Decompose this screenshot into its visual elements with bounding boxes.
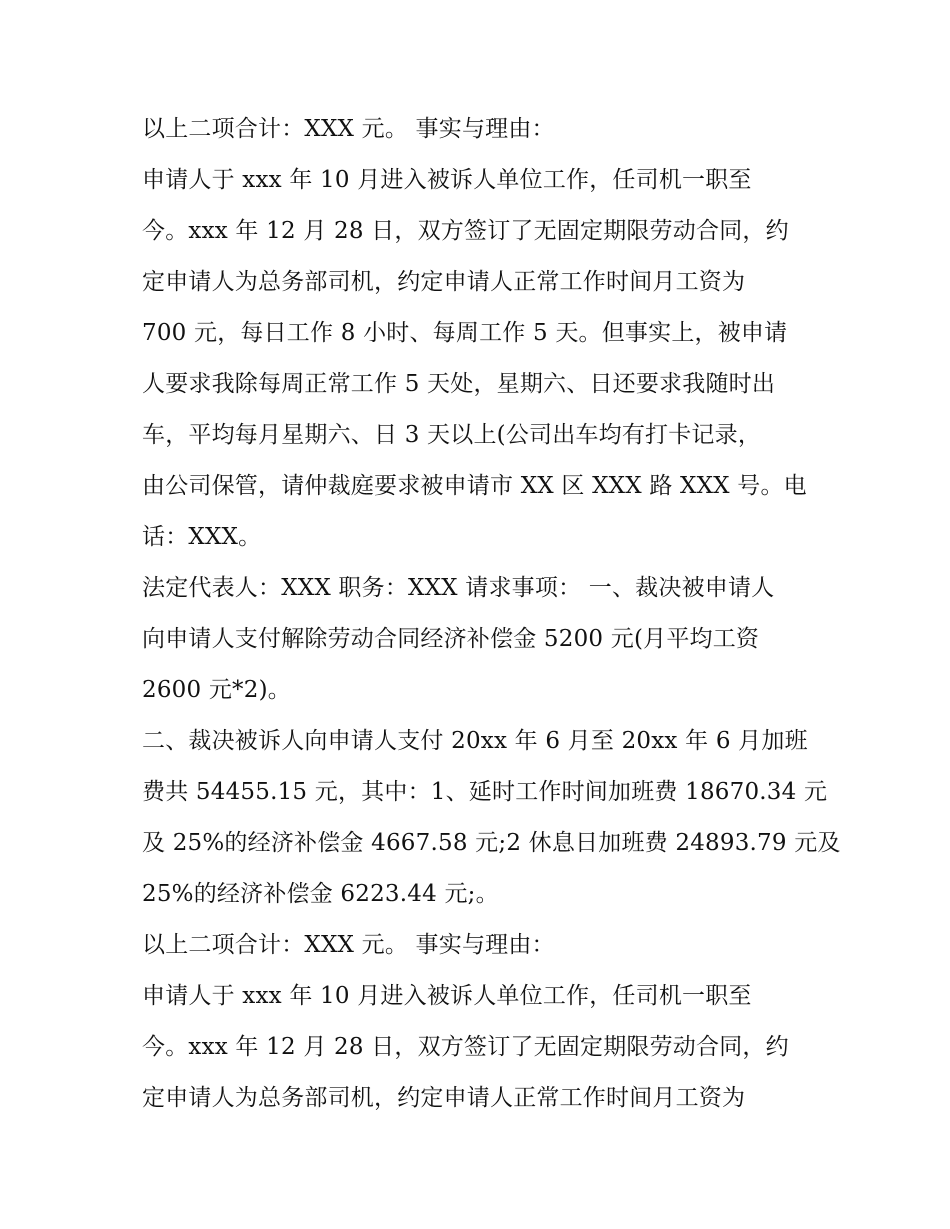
text-line: 今。xxx 年 12 月 28 日，双方签订了无固定期限劳动合同，约 xyxy=(142,218,789,244)
text-line: 25%的经济补偿金 6223.44 元;。 xyxy=(142,881,499,907)
text-line: 二、裁决被诉人向申请人支付 20xx 年 6 月至 20xx 年 6 月加班 xyxy=(142,728,808,754)
text-line: 2600 元*2)。 xyxy=(142,677,291,703)
text-line: 话：XXX。 xyxy=(142,524,262,550)
text-line: 由公司保管，请仲裁庭要求被申请市 XX 区 XXX 路 XXX 号。电 xyxy=(142,473,807,499)
text-line: 申请人于 xxx 年 10 月进入被诉人单位工作，任司机一职至 xyxy=(142,983,752,1009)
document-body xyxy=(142,104,841,1124)
text-line: 申请人于 xxx 年 10 月进入被诉人单位工作，任司机一职至 xyxy=(142,167,752,193)
text-line: 以上二项合计：XXX 元。 事实与理由： xyxy=(142,932,555,958)
text-line: 定申请人为总务部司机，约定申请人正常工作时间月工资为 xyxy=(142,269,746,295)
text-line: 定申请人为总务部司机，约定申请人正常工作时间月工资为 xyxy=(142,1085,746,1111)
text-line: 法定代表人：XXX 职务：XXX 请求事项： 一、裁决被申请人 xyxy=(142,575,775,601)
text-line: 人要求我除每周正常工作 5 天处，星期六、日还要求我随时出 xyxy=(142,371,776,397)
text-line: 费共 54455.15 元，其中：1、延时工作时间加班费 18670.34 元 xyxy=(142,779,828,805)
text-line: 以上二项合计：XXX 元。 事实与理由： xyxy=(142,116,555,142)
text-line: 车，平均每月星期六、日 3 天以上(公司出车均有打卡记录， xyxy=(142,422,762,448)
text-line: 700 元，每日工作 8 小时、每周工作 5 天。但事实上，被申请 xyxy=(142,320,788,346)
text-line: 今。xxx 年 12 月 28 日，双方签订了无固定期限劳动合同，约 xyxy=(142,1034,789,1060)
text-line: 及 25%的经济补偿金 4667.58 元;2 休息日加班费 24893.79 元及 xyxy=(142,830,841,856)
text-line: 向申请人支付解除劳动合同经济补偿金 5200 元(月平均工资 xyxy=(142,626,760,652)
